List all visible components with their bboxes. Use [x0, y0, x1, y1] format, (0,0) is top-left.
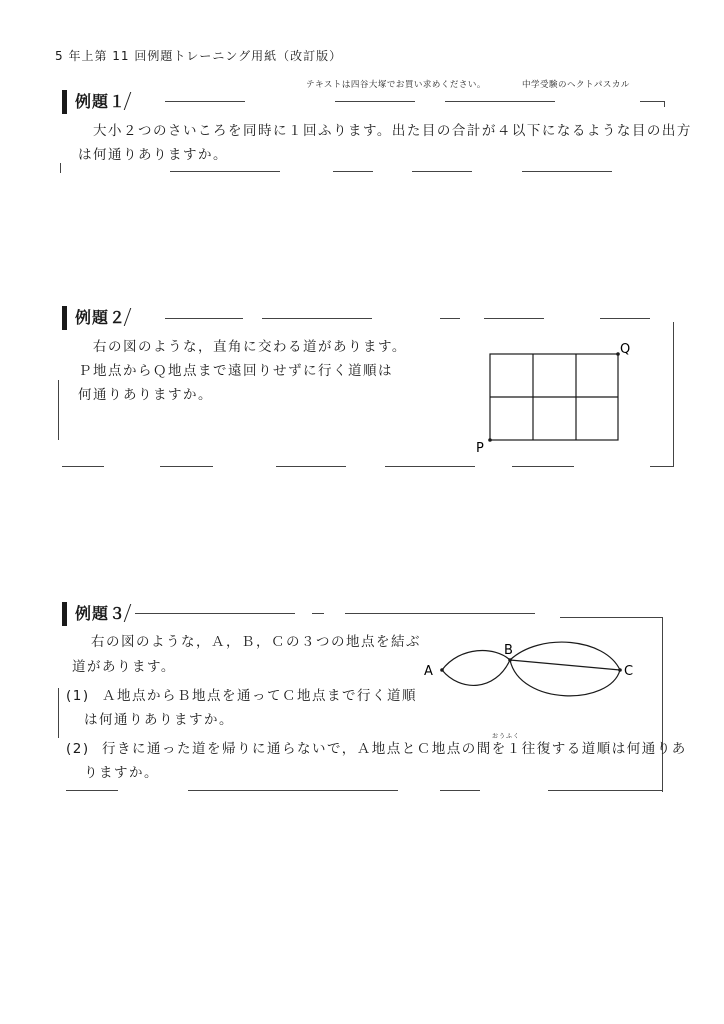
purchase-note: テキストは四谷大塚でお買い求めください。	[306, 80, 486, 90]
point-c-label: C	[624, 664, 634, 679]
abc-roads-figure	[420, 640, 640, 710]
divider	[385, 466, 475, 467]
example2-label: 例題２	[62, 306, 126, 330]
divider	[673, 322, 674, 467]
point-q-label: Q	[620, 342, 630, 357]
road-grid-figure	[470, 338, 630, 458]
divider	[62, 466, 104, 467]
example3-label: 例題３	[62, 602, 126, 626]
divider	[135, 613, 295, 614]
point-a-label: A	[424, 664, 433, 679]
divider	[160, 466, 213, 467]
point-b-dot	[508, 658, 512, 662]
divider	[650, 466, 674, 467]
example3-text-line2: 道があります。	[72, 659, 176, 675]
divider	[335, 101, 415, 102]
example3-text-line1: 右の図のような，Ａ，Ｂ，Ｃの３つの地点を結ぶ	[91, 634, 421, 650]
question1-number: (1)	[66, 688, 90, 704]
divider	[662, 617, 663, 792]
divider	[664, 101, 665, 107]
example2-text-line1: 右の図のような，直角に交わる道があります。	[93, 339, 407, 355]
divider	[445, 101, 555, 102]
example1-text-line1: 大小２つのさいころを同時に１回ふります。出た目の合計が４以下になるような目の出方	[93, 123, 692, 139]
divider	[412, 171, 472, 172]
divider	[640, 101, 665, 102]
divider	[60, 163, 61, 173]
divider	[484, 318, 544, 319]
question2-text-line1: 行きに通った道を帰りに通らないで，Ａ地点とＣ地点の間を１往復する道順は何通りあ	[102, 741, 687, 757]
divider	[512, 466, 574, 467]
divider	[165, 101, 245, 102]
point-p-label: P	[476, 441, 484, 456]
question1-text-line2: は何通りありますか。	[84, 712, 234, 728]
point-c-dot	[618, 668, 622, 672]
example1-text-line2: は何通りありますか。	[78, 147, 228, 163]
example2-text-line3: 何通りありますか。	[78, 387, 213, 403]
divider	[333, 171, 373, 172]
example2-text-line2: Ｐ地点からＱ地点まで遠回りせずに行く道順は	[78, 363, 393, 379]
page-title: 5 年上第 11 回例題トレーニング用紙（改訂版）	[55, 49, 343, 63]
divider	[600, 318, 650, 319]
road-b-c-middle	[510, 660, 620, 670]
divider	[312, 613, 324, 614]
divider	[345, 613, 535, 614]
divider	[58, 688, 59, 738]
example1-label: 例題１	[62, 90, 126, 114]
divider	[58, 380, 59, 440]
divider	[560, 617, 662, 618]
divider	[440, 318, 460, 319]
divider	[165, 318, 243, 319]
road-a-b-upper	[442, 651, 510, 670]
question2-number: (2)	[66, 741, 90, 757]
point-b-label: B	[504, 643, 513, 658]
point-p-dot	[488, 438, 492, 442]
divider	[66, 790, 118, 791]
divider	[548, 790, 662, 791]
divider	[188, 790, 398, 791]
divider	[276, 466, 346, 467]
question1-text-line1: Ａ地点からＢ地点を通ってＣ地点まで行く道順	[102, 688, 417, 704]
divider	[522, 171, 612, 172]
road-b-c-upper	[510, 642, 620, 670]
divider	[440, 790, 480, 791]
question2-text-line2: りますか。	[84, 765, 159, 781]
road-a-b-lower	[442, 660, 510, 685]
divider	[262, 318, 372, 319]
site-name: 中学受験のヘクトパスカル	[522, 80, 630, 90]
divider	[170, 171, 280, 172]
furigana: おうふく	[492, 733, 521, 740]
point-a-dot	[440, 668, 444, 672]
